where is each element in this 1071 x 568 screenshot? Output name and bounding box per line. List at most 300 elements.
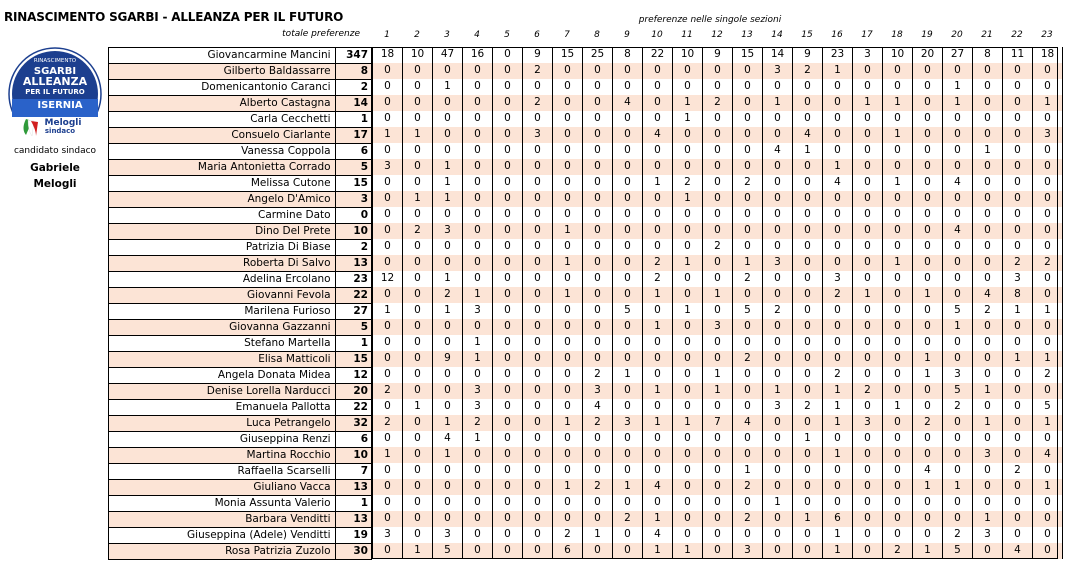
section-value-cell: 1 <box>823 543 853 559</box>
section-value-cell: 0 <box>1003 415 1033 431</box>
section-header-5: 5 <box>504 30 510 40</box>
candidate-row <box>109 192 372 208</box>
section-value-cell: 1 <box>673 255 703 271</box>
section-value-cell: 0 <box>1033 143 1063 159</box>
section-value-cell: 1 <box>673 95 703 111</box>
section-value-cell: 4 <box>733 415 763 431</box>
section-value-cell: 0 <box>553 63 583 79</box>
section-value-cell: 3 <box>463 399 493 415</box>
section-value-cell: 1 <box>703 383 733 399</box>
section-value-cell: 0 <box>493 239 523 255</box>
section-value-cell: 0 <box>463 319 493 335</box>
section-value-cell: 0 <box>583 303 613 319</box>
section-value-cell: 0 <box>703 143 733 159</box>
section-value-cell: 0 <box>673 479 703 495</box>
section-value-cell: 0 <box>373 335 403 351</box>
section-values-row <box>373 463 1063 479</box>
section-value-cell: 0 <box>973 399 1003 415</box>
section-value-cell: 1 <box>463 431 493 447</box>
section-value-cell: 22 <box>643 47 673 63</box>
section-value-cell: 0 <box>1003 223 1033 239</box>
candidate-row <box>109 320 372 336</box>
section-values-row <box>373 431 1063 447</box>
section-value-cell: 0 <box>523 415 553 431</box>
section-value-cell: 0 <box>1003 399 1033 415</box>
section-value-cell: 0 <box>643 95 673 111</box>
section-value-cell: 0 <box>673 335 703 351</box>
section-value-cell: 0 <box>733 207 763 223</box>
section-values-row <box>373 63 1063 79</box>
section-value-cell: 0 <box>943 191 973 207</box>
section-value-cell: 0 <box>883 463 913 479</box>
section-value-cell: 0 <box>883 271 913 287</box>
section-header-17: 17 <box>861 30 873 40</box>
section-value-cell: 1 <box>823 415 853 431</box>
section-value-cell: 1 <box>883 127 913 143</box>
section-value-cell: 2 <box>523 95 553 111</box>
section-value-cell: 0 <box>433 63 463 79</box>
candidate-name-cell: Denise Lorella Narducci <box>109 384 336 400</box>
section-value-cell: 0 <box>373 431 403 447</box>
section-value-cell: 0 <box>493 175 523 191</box>
section-value-cell: 0 <box>553 367 583 383</box>
section-value-cell: 0 <box>703 527 733 543</box>
section-value-cell: 0 <box>553 143 583 159</box>
candidate-total-cell: 13 <box>335 480 371 496</box>
section-values-row <box>373 335 1063 351</box>
section-value-cell: 0 <box>403 255 433 271</box>
section-value-cell: 0 <box>943 287 973 303</box>
section-value-cell: 0 <box>1003 143 1033 159</box>
section-value-cell: 0 <box>823 127 853 143</box>
section-value-cell: 0 <box>853 111 883 127</box>
section-value-cell: 0 <box>733 495 763 511</box>
section-value-cell: 1 <box>883 175 913 191</box>
section-value-cell: 0 <box>493 95 523 111</box>
section-value-cell: 1 <box>1033 479 1063 495</box>
section-value-cell: 25 <box>583 47 613 63</box>
section-value-cell: 4 <box>583 399 613 415</box>
section-value-cell: 0 <box>733 127 763 143</box>
section-value-cell: 0 <box>823 431 853 447</box>
section-value-cell: 0 <box>613 319 643 335</box>
section-value-cell: 0 <box>793 191 823 207</box>
section-value-cell: 0 <box>523 399 553 415</box>
section-value-cell: 0 <box>463 495 493 511</box>
section-value-cell: 1 <box>553 415 583 431</box>
section-value-cell: 1 <box>433 303 463 319</box>
section-value-cell: 0 <box>823 143 853 159</box>
section-value-cell: 0 <box>523 79 553 95</box>
section-value-cell: 0 <box>403 527 433 543</box>
section-value-cell: 0 <box>433 95 463 111</box>
section-value-cell: 0 <box>913 239 943 255</box>
section-value-cell: 2 <box>703 239 733 255</box>
candidate-row <box>109 64 372 80</box>
section-values-row <box>373 223 1063 239</box>
section-value-cell: 0 <box>793 447 823 463</box>
candidate-name-cell: Monia Assunta Valerio <box>109 496 336 512</box>
section-value-cell: 1 <box>703 287 733 303</box>
section-value-cell: 0 <box>583 463 613 479</box>
section-value-cell: 0 <box>763 527 793 543</box>
section-value-cell: 0 <box>793 223 823 239</box>
section-header-8: 8 <box>594 30 600 40</box>
section-value-cell: 0 <box>973 191 1003 207</box>
section-value-cell: 0 <box>643 351 673 367</box>
section-value-cell: 1 <box>973 415 1003 431</box>
section-value-cell: 0 <box>583 239 613 255</box>
section-value-cell: 0 <box>913 255 943 271</box>
section-value-cell: 1 <box>823 159 853 175</box>
section-value-cell: 0 <box>943 255 973 271</box>
candidate-row <box>109 400 372 416</box>
candidate-row <box>109 224 372 240</box>
section-value-cell: 0 <box>433 239 463 255</box>
section-value-cell: 8 <box>1003 287 1033 303</box>
section-value-cell: 0 <box>1033 63 1063 79</box>
section-value-cell: 0 <box>493 543 523 559</box>
section-value-cell: 0 <box>883 431 913 447</box>
section-value-cell: 0 <box>613 271 643 287</box>
section-value-cell: 2 <box>523 63 553 79</box>
section-value-cell: 0 <box>463 79 493 95</box>
section-value-cell: 0 <box>763 287 793 303</box>
section-value-cell: 0 <box>463 111 493 127</box>
candidate-row <box>109 480 372 496</box>
section-values-row <box>373 271 1063 287</box>
section-value-cell: 0 <box>493 223 523 239</box>
section-value-cell: 0 <box>733 63 763 79</box>
section-value-cell: 0 <box>913 95 943 111</box>
section-value-cell: 9 <box>523 47 553 63</box>
section-value-cell: 0 <box>553 207 583 223</box>
section-value-cell: 0 <box>643 223 673 239</box>
candidate-total-cell: 15 <box>335 176 371 192</box>
section-values-row <box>373 447 1063 463</box>
total-preferences-label: totale preferenze <box>282 29 360 39</box>
candidate-total-cell: 13 <box>335 512 371 528</box>
section-value-cell: 0 <box>553 79 583 95</box>
candidate-row <box>109 368 372 384</box>
section-value-cell: 0 <box>643 463 673 479</box>
section-header-6: 6 <box>534 30 540 40</box>
section-value-cell: 0 <box>403 511 433 527</box>
section-value-cell: 0 <box>463 95 493 111</box>
section-value-cell: 0 <box>373 143 403 159</box>
section-value-cell: 3 <box>373 527 403 543</box>
candidate-total-cell: 1 <box>335 496 371 512</box>
section-value-cell: 0 <box>613 335 643 351</box>
section-value-cell: 0 <box>583 207 613 223</box>
section-value-cell: 1 <box>733 255 763 271</box>
section-value-cell: 0 <box>823 79 853 95</box>
section-value-cell: 11 <box>1003 47 1033 63</box>
section-value-cell: 0 <box>793 159 823 175</box>
section-value-cell: 0 <box>853 335 883 351</box>
section-value-cell: 0 <box>1003 495 1033 511</box>
section-value-cell: 0 <box>553 239 583 255</box>
section-value-cell: 3 <box>763 255 793 271</box>
section-value-cell: 1 <box>673 303 703 319</box>
section-value-cell: 0 <box>403 463 433 479</box>
section-value-cell: 3 <box>703 319 733 335</box>
section-values-row <box>373 191 1063 207</box>
section-value-cell: 0 <box>493 335 523 351</box>
section-value-cell: 0 <box>943 335 973 351</box>
section-value-cell: 1 <box>553 287 583 303</box>
section-value-cell: 0 <box>703 335 733 351</box>
section-value-cell: 0 <box>793 111 823 127</box>
section-value-cell: 0 <box>913 335 943 351</box>
section-value-cell: 0 <box>763 511 793 527</box>
section-value-cell: 2 <box>373 383 403 399</box>
section-number-header <box>372 28 1062 42</box>
section-value-cell: 1 <box>913 543 943 559</box>
candidate-total-cell: 22 <box>335 288 371 304</box>
section-value-cell: 0 <box>883 79 913 95</box>
section-value-cell: 1 <box>463 287 493 303</box>
logo-line-1: SGARBI <box>33 66 77 77</box>
section-value-cell: 2 <box>403 223 433 239</box>
section-value-cell: 0 <box>733 239 763 255</box>
section-value-cell: 0 <box>583 495 613 511</box>
section-value-cell: 0 <box>493 527 523 543</box>
section-value-cell: 0 <box>373 463 403 479</box>
section-value-cell: 0 <box>883 207 913 223</box>
candidate-row <box>109 416 372 432</box>
section-value-cell: 0 <box>733 191 763 207</box>
section-value-cell: 0 <box>883 191 913 207</box>
section-value-cell: 0 <box>1003 175 1033 191</box>
section-value-cell: 0 <box>883 111 913 127</box>
section-value-cell: 0 <box>403 479 433 495</box>
section-value-cell: 0 <box>673 511 703 527</box>
section-value-cell: 0 <box>613 63 643 79</box>
section-value-cell: 4 <box>823 175 853 191</box>
section-value-cell: 1 <box>463 351 493 367</box>
section-value-cell: 0 <box>703 63 733 79</box>
section-value-cell: 0 <box>853 527 883 543</box>
section-value-cell: 0 <box>403 335 433 351</box>
section-value-cell: 0 <box>523 287 553 303</box>
section-value-cell: 0 <box>913 303 943 319</box>
section-value-cell: 0 <box>553 319 583 335</box>
candidate-names-table <box>108 47 372 560</box>
section-value-cell: 3 <box>973 527 1003 543</box>
section-value-cell: 0 <box>973 351 1003 367</box>
section-value-cell: 2 <box>733 351 763 367</box>
section-value-cell: 47 <box>433 47 463 63</box>
section-value-cell: 0 <box>973 63 1003 79</box>
section-value-cell: 4 <box>943 223 973 239</box>
section-value-cell: 0 <box>763 223 793 239</box>
section-value-cell: 1 <box>403 399 433 415</box>
section-value-cell: 0 <box>373 543 403 559</box>
section-value-cell: 4 <box>613 95 643 111</box>
section-value-cell: 0 <box>493 415 523 431</box>
section-value-cell: 0 <box>763 351 793 367</box>
candidate-total-cell: 347 <box>335 48 371 64</box>
section-value-cell: 4 <box>1033 447 1063 463</box>
section-value-cell: 0 <box>733 527 763 543</box>
section-value-cell: 0 <box>703 159 733 175</box>
section-value-cell: 2 <box>1003 255 1033 271</box>
section-value-cell: 0 <box>673 367 703 383</box>
section-value-cell: 0 <box>1003 95 1033 111</box>
section-value-cell: 0 <box>433 143 463 159</box>
candidate-row <box>109 304 372 320</box>
section-value-cell: 3 <box>763 63 793 79</box>
section-value-cell: 0 <box>943 143 973 159</box>
section-value-cell: 0 <box>913 127 943 143</box>
section-value-cell: 0 <box>613 143 643 159</box>
candidate-name-cell: Angelo D'Amico <box>109 192 336 208</box>
section-value-cell: 0 <box>763 111 793 127</box>
section-value-cell: 0 <box>853 495 883 511</box>
section-value-cell: 1 <box>853 287 883 303</box>
section-value-cell: 20 <box>913 47 943 63</box>
section-header-18: 18 <box>891 30 903 40</box>
section-value-cell: 0 <box>673 207 703 223</box>
section-value-cell: 0 <box>673 447 703 463</box>
section-value-cell: 0 <box>943 495 973 511</box>
section-value-cell: 1 <box>763 95 793 111</box>
candidate-first-name: Gabriele <box>30 162 80 174</box>
section-value-cell: 0 <box>1033 287 1063 303</box>
section-value-cell: 0 <box>943 239 973 255</box>
section-value-cell: 0 <box>853 239 883 255</box>
section-value-cell: 0 <box>853 303 883 319</box>
section-value-cell: 3 <box>463 303 493 319</box>
section-value-cell: 0 <box>1033 111 1063 127</box>
section-value-cell: 1 <box>373 303 403 319</box>
section-value-cell: 0 <box>673 399 703 415</box>
section-value-cell: 1 <box>613 367 643 383</box>
section-value-cell: 0 <box>613 527 643 543</box>
section-value-cell: 1 <box>433 415 463 431</box>
section-value-cell: 2 <box>733 511 763 527</box>
section-value-cell: 0 <box>1003 207 1033 223</box>
section-value-cell: 1 <box>643 383 673 399</box>
candidate-name-cell: Maria Antonietta Corrado <box>109 160 336 176</box>
section-value-cell: 5 <box>613 303 643 319</box>
section-value-cell: 23 <box>823 47 853 63</box>
section-value-cell: 0 <box>913 143 943 159</box>
section-value-cell: 6 <box>823 511 853 527</box>
section-value-cell: 1 <box>643 175 673 191</box>
section-value-cell: 0 <box>913 511 943 527</box>
candidate-total-cell: 32 <box>335 416 371 432</box>
section-value-cell: 0 <box>493 383 523 399</box>
section-header-20: 20 <box>951 30 963 40</box>
section-value-cell: 1 <box>913 479 943 495</box>
section-value-cell: 0 <box>583 79 613 95</box>
candidate-name-cell: Giuseppina (Adele) Venditti <box>109 528 336 544</box>
section-value-cell: 12 <box>373 271 403 287</box>
section-header-2: 2 <box>414 30 420 40</box>
section-value-cell: 0 <box>523 159 553 175</box>
page-title: RINASCIMENTO SGARBI - ALLEANZA PER IL FUTURO <box>4 10 344 24</box>
section-values-row <box>373 79 1063 95</box>
section-value-cell: 0 <box>493 127 523 143</box>
section-value-cell: 3 <box>1003 271 1033 287</box>
section-value-cell: 0 <box>523 351 553 367</box>
section-value-cell: 0 <box>883 239 913 255</box>
section-header-16: 16 <box>831 30 843 40</box>
section-value-cell: 0 <box>493 479 523 495</box>
section-value-cell: 0 <box>673 143 703 159</box>
section-value-cell: 0 <box>1033 463 1063 479</box>
section-values-row <box>373 367 1063 383</box>
section-value-cell: 0 <box>493 47 523 63</box>
section-value-cell: 0 <box>973 367 1003 383</box>
section-value-cell: 0 <box>433 399 463 415</box>
section-value-cell: 0 <box>793 287 823 303</box>
section-value-cell: 1 <box>1003 351 1033 367</box>
section-value-cell: 0 <box>973 479 1003 495</box>
section-value-cell: 0 <box>673 383 703 399</box>
section-value-cell: 0 <box>463 239 493 255</box>
section-value-cell: 0 <box>553 399 583 415</box>
candidate-row <box>109 176 372 192</box>
candidate-row <box>109 144 372 160</box>
section-value-cell: 0 <box>373 287 403 303</box>
section-value-cell: 0 <box>583 159 613 175</box>
section-value-cell: 0 <box>763 335 793 351</box>
section-value-cell: 1 <box>373 447 403 463</box>
section-value-cell: 0 <box>613 351 643 367</box>
section-value-cell: 0 <box>373 319 403 335</box>
section-value-cell: 0 <box>793 175 823 191</box>
section-value-cell: 0 <box>823 191 853 207</box>
section-value-cell: 0 <box>643 239 673 255</box>
section-value-cell: 0 <box>913 447 943 463</box>
section-value-cell: 0 <box>583 191 613 207</box>
section-value-cell: 0 <box>403 143 433 159</box>
section-value-cell: 0 <box>823 255 853 271</box>
candidate-total-cell: 8 <box>335 64 371 80</box>
section-value-cell: 0 <box>853 431 883 447</box>
candidate-total-cell: 7 <box>335 464 371 480</box>
section-value-cell: 0 <box>1003 479 1033 495</box>
section-value-cell: 0 <box>1003 159 1033 175</box>
section-value-cell: 1 <box>1003 303 1033 319</box>
section-value-cell: 0 <box>553 335 583 351</box>
section-value-cell: 0 <box>553 159 583 175</box>
section-value-cell: 0 <box>1033 495 1063 511</box>
section-value-cell: 1 <box>973 383 1003 399</box>
section-value-cell: 0 <box>703 111 733 127</box>
section-value-cell: 3 <box>733 543 763 559</box>
section-value-cell: 0 <box>673 127 703 143</box>
section-value-cell: 0 <box>1033 319 1063 335</box>
section-value-cell: 1 <box>553 255 583 271</box>
candidate-total-cell: 10 <box>335 224 371 240</box>
section-value-cell: 4 <box>763 143 793 159</box>
section-value-cell: 0 <box>523 479 553 495</box>
section-value-cell: 1 <box>883 399 913 415</box>
section-value-cell: 0 <box>1033 175 1063 191</box>
section-value-cell: 0 <box>403 367 433 383</box>
section-values-row <box>373 543 1063 559</box>
section-value-cell: 0 <box>793 479 823 495</box>
candidate-total-cell: 19 <box>335 528 371 544</box>
section-value-cell: 10 <box>403 47 433 63</box>
section-value-cell: 0 <box>763 127 793 143</box>
section-value-cell: 0 <box>883 319 913 335</box>
section-value-cell: 0 <box>1003 527 1033 543</box>
